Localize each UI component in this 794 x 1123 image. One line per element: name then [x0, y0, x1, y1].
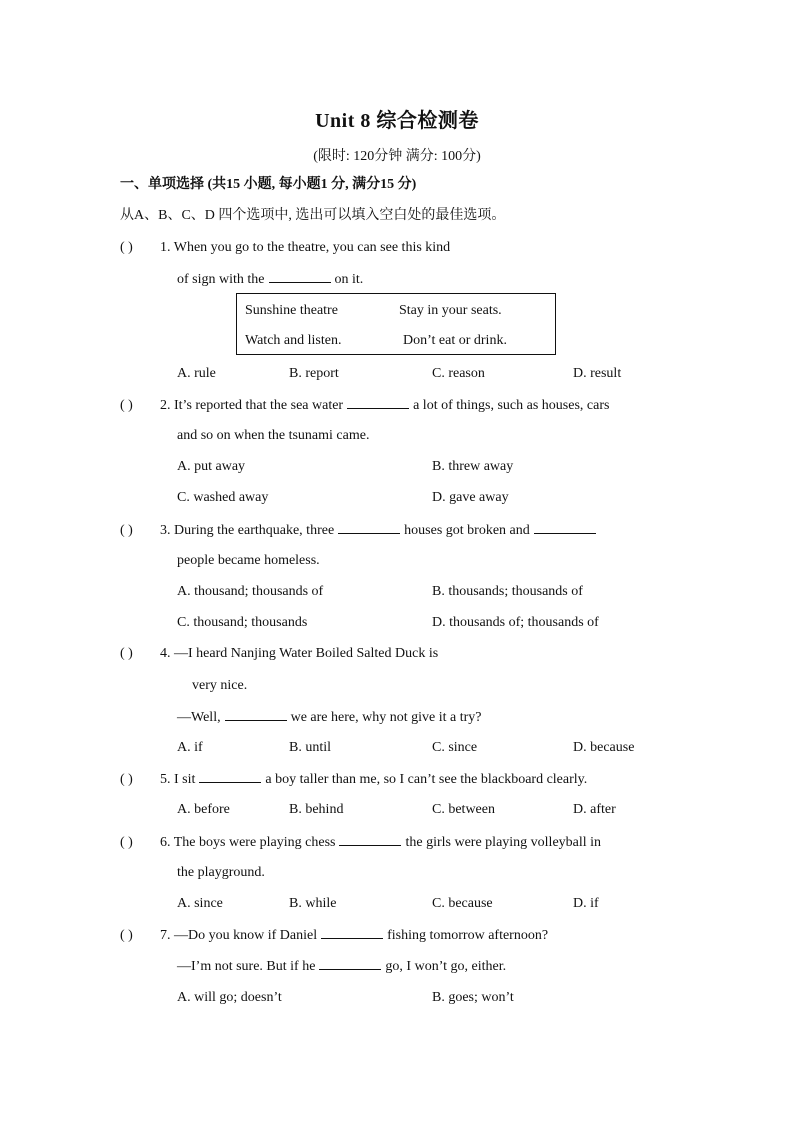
option-d[interactable]: D. gave away: [432, 490, 509, 505]
answer-paren[interactable]: ( ): [120, 398, 133, 413]
question-1: [120, 239, 450, 257]
question-text: houses got broken and: [404, 523, 530, 538]
question-5: [120, 770, 587, 789]
question-2-line2: and so on when the tsunami came.: [177, 428, 370, 443]
answer-blank: [321, 926, 383, 939]
question-text: 6. The boys were playing chess: [160, 835, 336, 850]
option-b[interactable]: B. goes; won’t: [432, 990, 514, 1005]
answer-paren[interactable]: ( ): [120, 835, 133, 850]
option-d[interactable]: D. result: [573, 366, 622, 381]
question-text: —I’m not sure. But if he: [177, 959, 316, 974]
question-3: [120, 521, 600, 540]
option-a[interactable]: A. thousand; thousands of: [177, 584, 324, 599]
question-7: [120, 926, 548, 945]
sign-text: Don’t eat or drink.: [403, 333, 507, 348]
answer-blank: [347, 396, 409, 409]
question-text: of sign with the: [177, 272, 265, 287]
answer-blank: [269, 270, 331, 283]
question-text: 4. —I heard Nanjing Water Boiled Salted Duck is: [160, 646, 439, 661]
question-text: 7. —Do you know if Daniel: [160, 928, 318, 943]
question-text: 3. During the earthquake, three: [160, 523, 335, 538]
option-d[interactable]: D. after: [573, 802, 616, 817]
question-6: [120, 833, 601, 852]
option-b[interactable]: B. report: [289, 366, 339, 381]
option-a[interactable]: A. since: [177, 896, 223, 911]
sign-text: Sunshine theatre: [245, 303, 338, 318]
question-text: go, I won’t go, either.: [385, 959, 507, 974]
option-c[interactable]: C. since: [432, 740, 478, 755]
answer-paren[interactable]: ( ): [120, 523, 133, 538]
option-b[interactable]: B. thousands; thousands of: [432, 584, 583, 599]
page-title: Unit 8 综合检测卷: [315, 110, 479, 132]
answer-paren[interactable]: ( ): [120, 646, 133, 661]
option-b[interactable]: B. behind: [289, 802, 344, 817]
question-text: on it.: [334, 272, 364, 287]
option-c[interactable]: C. washed away: [177, 490, 269, 505]
question-text: fishing tomorrow afternoon?: [387, 928, 549, 943]
option-c[interactable]: C. reason: [432, 366, 485, 381]
question-6-line2: the playground.: [177, 865, 265, 880]
page-subtitle: (限时: 120分钟 满分: 100分): [313, 149, 481, 164]
option-d[interactable]: D. if: [573, 896, 599, 911]
answer-blank: [319, 957, 381, 970]
question-1-line2: [177, 270, 363, 289]
question-4-line3: [177, 708, 481, 727]
option-c[interactable]: C. because: [432, 896, 493, 911]
answer-blank: [225, 708, 287, 721]
theatre-sign: [236, 293, 556, 355]
option-b[interactable]: B. while: [289, 896, 337, 911]
question-text: —Well,: [177, 710, 221, 725]
question-text: we are here, why not give it a try?: [290, 710, 482, 725]
question-text: 1. When you go to the theatre, you can see this kind: [160, 240, 451, 255]
option-d[interactable]: D. because: [573, 740, 635, 755]
section-heading: 一、单项选择 (共15 小题, 每小题1 分, 满分15 分): [120, 177, 417, 192]
option-c[interactable]: C. between: [432, 802, 495, 817]
question-7-line2: [177, 957, 506, 976]
section-instruction: 从A、B、C、D 四个选项中, 选出可以填入空白处的最佳选项。: [120, 208, 506, 223]
option-a[interactable]: A. before: [177, 802, 230, 817]
option-a[interactable]: A. will go; doesn’t: [177, 990, 282, 1005]
answer-blank: [338, 521, 400, 534]
answer-blank: [199, 770, 261, 783]
question-4: [120, 645, 438, 663]
option-a[interactable]: A. rule: [177, 366, 216, 381]
question-4-line2: very nice.: [192, 678, 248, 693]
option-a[interactable]: A. put away: [177, 459, 246, 474]
question-text: 5. I sit: [160, 772, 196, 787]
sign-text: Stay in your seats.: [399, 303, 502, 318]
question-text: a boy taller than me, so I can’t see the blackboard clearly.: [265, 772, 588, 787]
question-text: the girls were playing volleyball in: [405, 835, 602, 850]
question-2: [120, 396, 609, 415]
question-text: a lot of things, such as houses, cars: [413, 398, 610, 413]
option-c[interactable]: C. thousand; thousands: [177, 615, 308, 630]
option-d[interactable]: D. thousands of; thousands of: [432, 615, 599, 630]
option-b[interactable]: B. threw away: [432, 459, 514, 474]
answer-paren[interactable]: ( ): [120, 772, 133, 787]
question-text: 2. It’s reported that the sea water: [160, 398, 344, 413]
option-b[interactable]: B. until: [289, 740, 332, 755]
question-3-line2: people became homeless.: [177, 553, 320, 568]
option-a[interactable]: A. if: [177, 740, 203, 755]
sign-text: Watch and listen.: [245, 333, 342, 348]
answer-paren[interactable]: ( ): [120, 928, 133, 943]
answer-blank: [339, 833, 401, 846]
answer-paren[interactable]: ( ): [120, 240, 133, 255]
answer-blank: [534, 521, 596, 534]
